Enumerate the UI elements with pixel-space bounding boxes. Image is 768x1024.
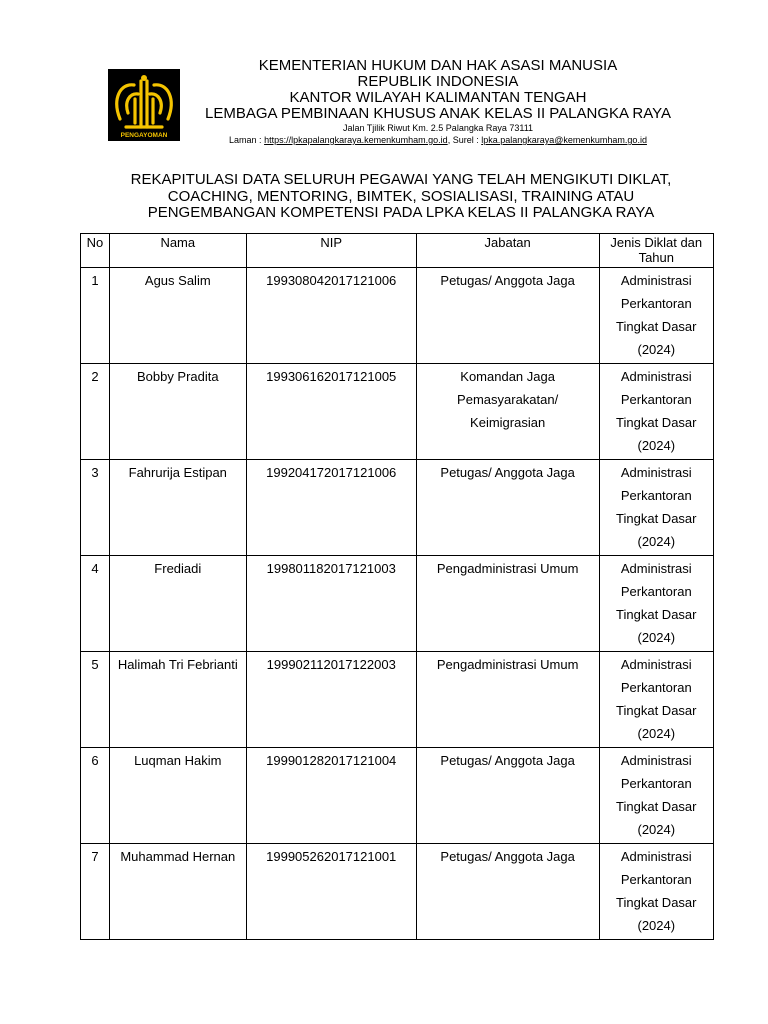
cell-nama: Luqman Hakim <box>109 748 246 844</box>
cell-jenis-diklat: Administrasi Perkantoran Tingkat Dasar (2024) <box>599 364 713 460</box>
table-row <box>81 268 714 364</box>
cell-nip: 199306162017121005 <box>246 364 416 460</box>
table-header-row <box>81 234 714 268</box>
cell-jabatan: Pengadministrasi Umum <box>416 652 599 748</box>
cell-nip: 199901282017121004 <box>246 748 416 844</box>
cell-jenis-diklat: Administrasi Perkantoran Tingkat Dasar (2024) <box>599 748 713 844</box>
cell-no: 7 <box>81 844 110 940</box>
cell-jabatan: Petugas/ Anggota Jaga <box>416 844 599 940</box>
cell-jenis-diklat: Administrasi Perkantoran Tingkat Dasar (2024) <box>599 460 713 556</box>
address: Jalan Tjilik Riwut Km. 2.5 Palangka Raya 73111 <box>342 123 534 133</box>
country-name: REPUBLIK INDONESIA <box>357 73 519 90</box>
title-line-2: COACHING, MENTORING, BIMTEK, SOSIALISASI, TRAINING ATAU <box>167 187 635 205</box>
cell-nama: Bobby Pradita <box>109 364 246 460</box>
table-row <box>81 748 714 844</box>
website-label: Laman : <box>229 135 262 145</box>
cell-nip: 199905262017121001 <box>246 844 416 940</box>
table-row <box>81 364 714 460</box>
institution-name: LEMBAGA PEMBINAAN KHUSUS ANAK KELAS II PALANGKA RAYA <box>205 105 671 122</box>
cell-nama: Halimah Tri Febrianti <box>109 652 246 748</box>
cell-nama: Frediadi <box>109 556 246 652</box>
ministry-name: KEMENTERIAN HUKUM DAN HAK ASASI MANUSIA <box>258 57 618 74</box>
banyan-tree-emblem-icon <box>108 69 180 141</box>
cell-jabatan: Petugas/ Anggota Jaga <box>416 460 599 556</box>
document-title <box>80 172 722 222</box>
table-row <box>81 844 714 940</box>
header-jenis-diklat: Jenis Diklat dan Tahun <box>599 234 713 268</box>
header-nama: Nama <box>109 234 246 268</box>
header-nip: NIP <box>246 234 416 268</box>
email-link[interactable]: lpka.palangkaraya@kemenkumham.go.id <box>481 135 647 145</box>
cell-jabatan: Petugas/ Anggota Jaga <box>416 268 599 364</box>
cell-jenis-diklat: Administrasi Perkantoran Tingkat Dasar (2024) <box>599 844 713 940</box>
letterhead-text <box>188 58 688 146</box>
cell-jenis-diklat: Administrasi Perkantoran Tingkat Dasar (2024) <box>599 556 713 652</box>
table-row <box>81 556 714 652</box>
table-row <box>81 460 714 556</box>
email-label: , Surel : <box>447 135 479 145</box>
regional-office-name: KANTOR WILAYAH KALIMANTAN TENGAH <box>289 89 587 106</box>
employee-training-table <box>80 233 714 940</box>
cell-nama: Muhammad Hernan <box>109 844 246 940</box>
cell-no: 1 <box>81 268 110 364</box>
cell-jabatan: Pengadministrasi Umum <box>416 556 599 652</box>
letterhead <box>108 58 728 148</box>
cell-nip: 199204172017121006 <box>246 460 416 556</box>
cell-jenis-diklat: Administrasi Perkantoran Tingkat Dasar (2024) <box>599 268 713 364</box>
cell-nama: Fahrurija Estipan <box>109 460 246 556</box>
header-jabatan: Jabatan <box>416 234 599 268</box>
cell-nip: 199902112017122003 <box>246 652 416 748</box>
logo-label: PENGAYOMAN <box>120 132 168 139</box>
website-link[interactable]: https://lpkapalangkaraya.kemenkumham.go.id <box>264 135 448 145</box>
cell-jenis-diklat: Administrasi Perkantoran Tingkat Dasar (2024) <box>599 652 713 748</box>
table-row <box>81 652 714 748</box>
cell-nip: 199308042017121006 <box>246 268 416 364</box>
cell-no: 6 <box>81 748 110 844</box>
cell-no: 5 <box>81 652 110 748</box>
cell-no: 2 <box>81 364 110 460</box>
header-no: No <box>81 234 110 268</box>
contact-line <box>188 134 688 146</box>
cell-nip: 199801182017121003 <box>246 556 416 652</box>
pengayoman-logo <box>108 69 180 141</box>
cell-jabatan: Komandan Jaga Pemasyarakatan/ Keimigrasian <box>416 364 599 460</box>
title-line-3: PENGEMBANGAN KOMPETENSI PADA LPKA KELAS II PALANGKA RAYA <box>147 204 655 221</box>
cell-no: 3 <box>81 460 110 556</box>
cell-nama: Agus Salim <box>109 268 246 364</box>
cell-jabatan: Petugas/ Anggota Jaga <box>416 748 599 844</box>
title-line-1: REKAPITULASI DATA SELURUH PEGAWAI YANG TELAH MENGIKUTI DIKLAT, <box>130 171 672 188</box>
cell-no: 4 <box>81 556 110 652</box>
